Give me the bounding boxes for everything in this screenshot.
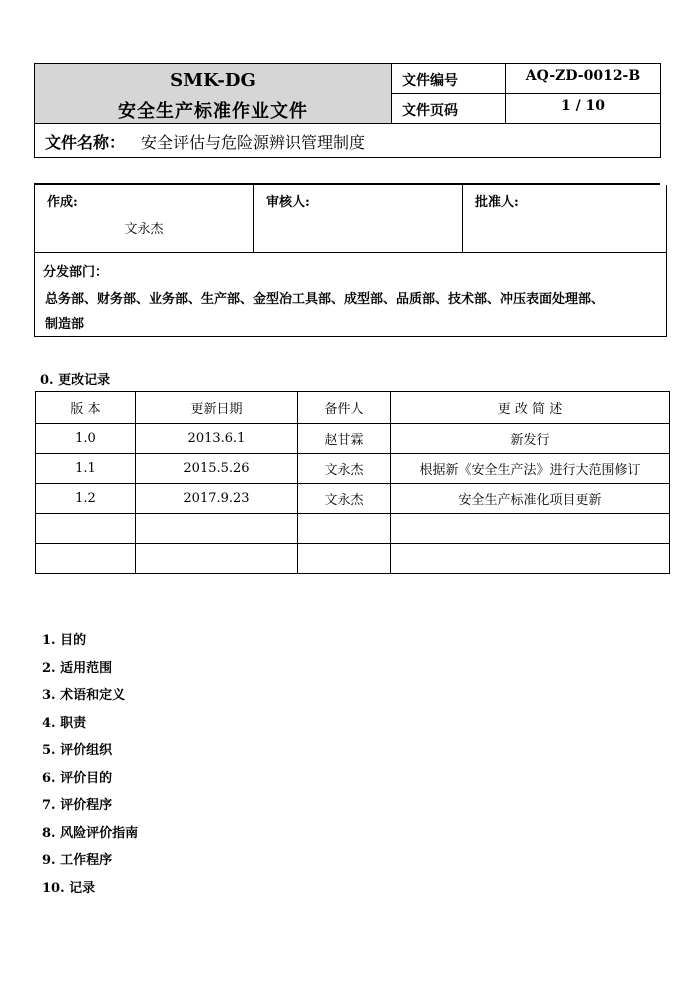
toc-item: 3. 术语和定义 [42, 688, 126, 703]
approver-label: 批准人: [475, 195, 519, 210]
cell-version: 1.2 [36, 484, 136, 514]
approver-cell [463, 185, 666, 253]
toc-item: 1. 目的 [42, 633, 87, 648]
distribution-line: 制造部 [45, 317, 85, 332]
author-name: 文永杰 [124, 222, 164, 237]
cell-date: 2015.5.26 [136, 454, 298, 484]
page-value: 1 / 10 [506, 94, 660, 124]
table-row [36, 544, 670, 574]
reviewer-label: 审核人: [266, 195, 310, 210]
document-header [34, 63, 661, 158]
distribution-label: 分发部门： [43, 265, 109, 280]
cell-description [391, 544, 670, 574]
cell-person: 赵甘霖 [298, 424, 391, 454]
toc-item: 10. 记录 [42, 881, 96, 896]
header-description: 更 改 简 述 [391, 392, 670, 424]
cell-description: 根据新《安全生产法》进行大范围修订 [391, 454, 670, 484]
cell-date: 2013.6.1 [136, 424, 298, 454]
reviewer-cell [254, 185, 463, 253]
toc-item: 5. 评价组织 [42, 743, 113, 758]
table-row [36, 514, 670, 544]
cell-date [136, 544, 298, 574]
toc-item: 2. 适用范围 [42, 661, 113, 676]
header-title-cell [35, 64, 392, 124]
doc-number-label: 文件编号 [392, 64, 506, 94]
header-date: 更新日期 [136, 392, 298, 424]
approval-block [34, 185, 667, 337]
cell-person: 文永杰 [298, 484, 391, 514]
cell-description [391, 514, 670, 544]
cell-version: 1.1 [36, 454, 136, 484]
cell-date [136, 514, 298, 544]
cell-person [298, 544, 391, 574]
cell-date: 2017.9.23 [136, 484, 298, 514]
doc-name-value: 安全评估与危险源辨识管理制度 [141, 133, 366, 152]
table-row [36, 454, 670, 484]
author-label: 作成: [47, 195, 78, 210]
doc-name-row [35, 124, 660, 157]
toc-item: 4. 职责 [42, 716, 87, 731]
distribution-cell [35, 253, 666, 337]
author-cell [35, 185, 254, 253]
header-version: 版 本 [36, 392, 136, 424]
distribution-departments [45, 287, 661, 337]
table-header-row [36, 392, 670, 424]
page-label: 文件页码 [392, 94, 506, 124]
distribution-line: 总务部、财务部、业务部、生产部、金型冶工具部、成型部、品质部、技术部、冲压表面处理部、 [45, 292, 605, 307]
toc-item: 7. 评价程序 [42, 798, 113, 813]
table-row [36, 424, 670, 454]
cell-description: 安全生产标准化项目更新 [391, 484, 670, 514]
company-code: SMK-DG [170, 70, 256, 91]
cell-version [36, 514, 136, 544]
change-record-title: 0. 更改记录 [40, 373, 111, 388]
cell-person: 文永杰 [298, 454, 391, 484]
cell-version [36, 544, 136, 574]
table-row [36, 484, 670, 514]
toc-item: 6. 评价目的 [42, 771, 113, 786]
cell-description: 新发行 [391, 424, 670, 454]
toc-item: 9. 工作程序 [42, 853, 113, 868]
cell-person [298, 514, 391, 544]
header-person: 备件人 [298, 392, 391, 424]
document-type: 安全生产标准作业文件 [118, 101, 308, 122]
toc-item: 8. 风险评价指南 [42, 826, 139, 841]
doc-name-label: 文件名称： [45, 133, 126, 152]
doc-number-value: AQ-ZD-0012-B [506, 64, 660, 94]
change-record-table [35, 391, 670, 574]
cell-version: 1.0 [36, 424, 136, 454]
